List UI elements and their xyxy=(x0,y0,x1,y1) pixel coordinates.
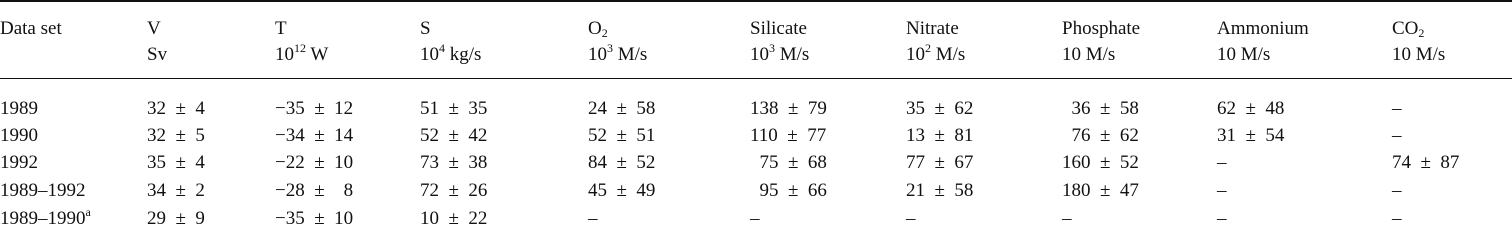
cell-ammonium: 62 ± 48 xyxy=(1217,98,1285,119)
col-unit-v: Sv xyxy=(147,44,168,65)
col-unit-ammonium: 10 M/s xyxy=(1217,44,1271,65)
col-header-v: V xyxy=(147,18,161,39)
cell-co2: – xyxy=(1392,98,1402,119)
cell-v: 34 ± 2 xyxy=(147,180,205,201)
cell-t: −22 ± 10 xyxy=(275,152,354,173)
col-header-co2: $CO_2$ xyxy=(1392,18,1425,40)
cell-nitrate: 21 ± 58 xyxy=(906,180,974,201)
cell-silicate: 110 ± 77 xyxy=(750,125,827,146)
col-header-o2: $O_2$ xyxy=(588,18,608,40)
row-label: 1990 xyxy=(0,125,38,146)
cell-t: −34 ± 14 xyxy=(275,125,354,146)
col-header-dataset: Data set xyxy=(0,18,62,39)
col-unit-t: $10^{12}$ W xyxy=(275,41,329,65)
cell-phosphate: – xyxy=(1062,208,1072,229)
row-label: 1992 xyxy=(0,152,38,173)
col-unit-s: $10^4$ kg/s xyxy=(420,41,482,65)
cell-s: 51 ± 35 xyxy=(420,98,488,119)
cell-co2: – xyxy=(1392,125,1402,146)
cell-s: 72 ± 26 xyxy=(420,180,488,201)
footnote-marker: a xyxy=(85,205,91,219)
col-unit-phosphate: 10 M/s xyxy=(1062,44,1116,65)
col-unit-nitrate: $10^2$ M/s xyxy=(906,41,966,65)
cell-nitrate: 13 ± 81 xyxy=(906,125,974,146)
cell-phosphate: 36 ± 58 xyxy=(1062,98,1139,119)
cell-o2: – xyxy=(588,208,598,229)
cell-s: 52 ± 42 xyxy=(420,125,488,146)
cell-ammonium: – xyxy=(1217,180,1227,201)
cell-t: −35 ± 10 xyxy=(275,208,354,229)
cell-silicate: – xyxy=(750,208,760,229)
col-header-t: T xyxy=(275,18,287,39)
top-rule xyxy=(0,0,1512,2)
cell-co2: – xyxy=(1392,180,1402,201)
cell-o2: 52 ± 51 xyxy=(588,125,656,146)
cell-silicate: 75 ± 68 xyxy=(750,152,827,173)
cell-nitrate: – xyxy=(906,208,916,229)
cell-silicate: 95 ± 66 xyxy=(750,180,827,201)
col-unit-co2: 10 M/s xyxy=(1392,44,1446,65)
row-label: 1989–1992 xyxy=(0,180,86,201)
row-label: 1989 xyxy=(0,98,38,119)
col-header-nitrate: Nitrate xyxy=(906,18,959,39)
cell-v: 32 ± 5 xyxy=(147,125,205,146)
cell-nitrate: 35 ± 62 xyxy=(906,98,974,119)
cell-phosphate: 180 ± 47 xyxy=(1062,180,1139,201)
cell-ammonium: – xyxy=(1217,152,1227,173)
cell-ammonium: 31 ± 54 xyxy=(1217,125,1285,146)
col-unit-silicate: $10^3$ M/s xyxy=(750,41,810,65)
cell-nitrate: 77 ± 67 xyxy=(906,152,974,173)
col-header-ammonium: Ammonium xyxy=(1217,18,1309,39)
col-unit-o2: $10^3$ M/s xyxy=(588,41,648,65)
cell-v: 35 ± 4 xyxy=(147,152,205,173)
cell-co2: 74 ± 87 xyxy=(1392,152,1460,173)
cell-v: 29 ± 9 xyxy=(147,208,205,229)
cell-s: 10 ± 22 xyxy=(420,208,488,229)
cell-t: −35 ± 12 xyxy=(275,98,354,119)
cell-o2: 45 ± 49 xyxy=(588,180,656,201)
cell-s: 73 ± 38 xyxy=(420,152,488,173)
cell-ammonium: – xyxy=(1217,208,1227,229)
cell-o2: 84 ± 52 xyxy=(588,152,656,173)
cell-o2: 24 ± 58 xyxy=(588,98,656,119)
col-header-phosphate: Phosphate xyxy=(1062,18,1141,39)
header-rule xyxy=(0,78,1512,79)
row-label: 1989–1990$^a$ xyxy=(0,205,91,229)
cell-phosphate: 76 ± 62 xyxy=(1062,125,1139,146)
col-header-s: S xyxy=(420,18,431,39)
cell-v: 32 ± 4 xyxy=(147,98,205,119)
col-header-silicate: Silicate xyxy=(750,18,807,39)
cell-co2: – xyxy=(1392,208,1402,229)
cell-t: −28 ± 8 xyxy=(275,180,354,201)
cell-silicate: 138 ± 79 xyxy=(750,98,827,119)
cell-phosphate: 160 ± 52 xyxy=(1062,152,1139,173)
